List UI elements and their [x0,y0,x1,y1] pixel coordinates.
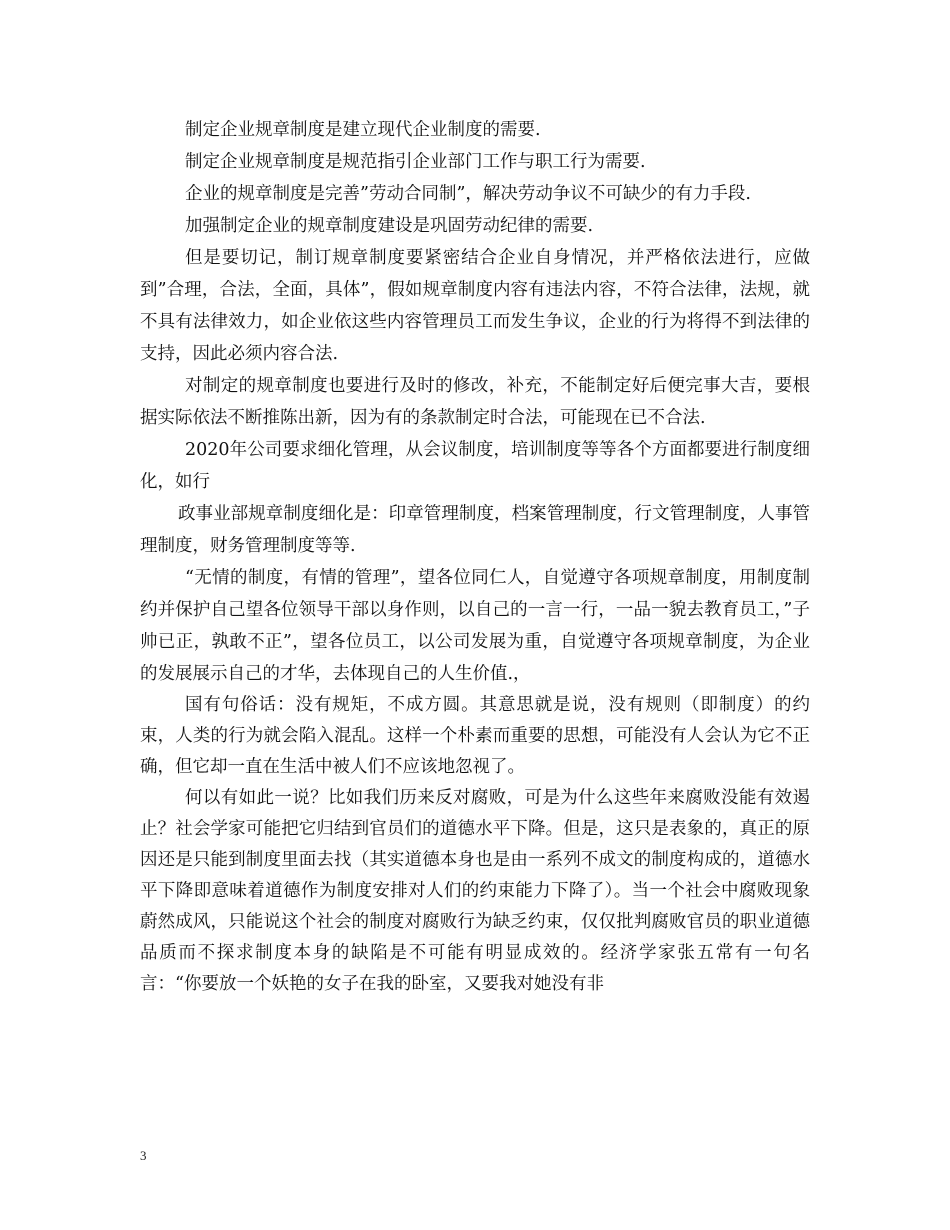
paragraph: 加强制定企业的规章制度建设是巩固劳动纪律的需要. [185,216,594,236]
page-number: 3 [140,1148,147,1163]
paragraph: 对制定的规章制度也要进行及时的修改，补充，不能制定好后便完事大吉，要根据实际依法不断推陈出新，因为有的条款制定时合法，可能现在已不合法. [140,376,810,428]
paragraph: 2020年公司要求细化管理，从会议制度，培训制度等等各个方面都要进行制度细化，如行 [140,440,810,492]
paragraph: “无情的制度，有情的管理”，望各位同仁人，自觉遵守各项规章制度，用制度制约并保护自己望各位领导干部以身作则，以自己的一言一行，一品一貌去教育员工，”子帅已正，孰敢不正”，望各位员工，以公司发展为重，自觉遵守各项规章制度，为企业的发展展示自己的才华，去体现自己的人生价值.， [140,568,810,684]
paragraph: 国有句俗话：没有规矩，不成方圆。其意思就是说，没有规则（即制度）的约束，人类的行为就会陷入混乱。这样一个朴素而重要的思想，可能没有人会认为它不正确，但它却一直在生活中被人们不应该地忽视了。 [140,695,810,777]
paragraph: 制定企业规章制度是规范指引企业部门工作与职工行为需要. [185,152,646,172]
paragraph: 企业的规章制度是完善”劳动合同制”，解决劳动争议不可缺少的有力手段. [185,184,751,204]
paragraph: 但是要切记，制订规章制度要紧密结合企业自身情况，并严格依法进行，应做到”合理，合法，全面，具体”，假如规章制度内容有违法内容，不符合法律，法规，就不具有法律效力，如企业依这些内容管理员工而发生争议，企业的行为将得不到法律的支持，因此必须内容合法. [140,248,810,364]
paragraph: 政事业部规章制度细化是：印章管理制度，档案管理制度，行文管理制度，人事管理制度，财务管理制度等等. [140,504,810,556]
document-body [140,114,810,1000]
paragraph: 何以有如此一说？比如我们历来反对腐败，可是为什么这些年来腐败没能有效遏止？社会学家可能把它归结到官员们的道德水平下降。但是，这只是表象的，真正的原因还是只能到制度里面去找（其实道德本身也是由一系列不成文的制度构成的，道德水平下降即意味着道德作为制度安排对人们的约束能力下降了）。当一个社会中腐败现象蔚然成风，只能说这个社会的制度对腐败行为缺乏约束，仅仅批判腐败官员的职业道德品质而不探求制度本身的缺陷是不可能有明显成效的。经济学家张五常有一句名言：“你要放一个妖艳的女子在我的卧室，又要我对她没有非 [140,788,810,994]
paragraph: 制定企业规章制度是建立现代企业制度的需要. [185,120,541,140]
